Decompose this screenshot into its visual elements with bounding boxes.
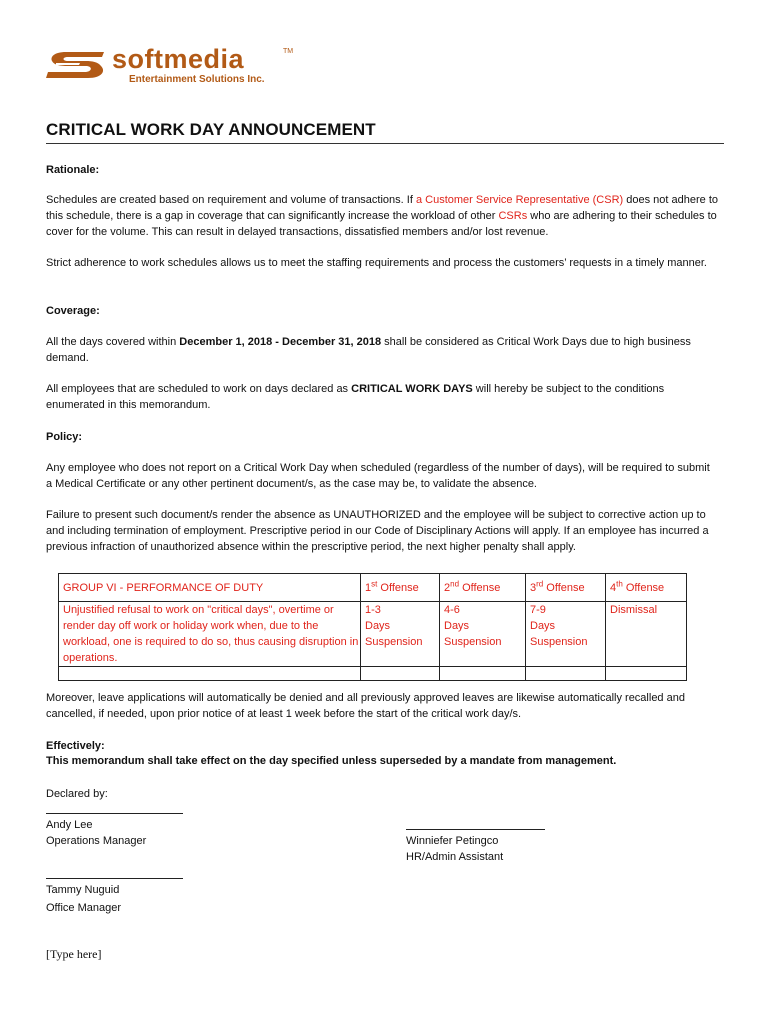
- logo-trademark: TM: [283, 48, 294, 55]
- text-span: All employees that are scheduled to work on days declared as: [46, 383, 352, 395]
- text-span: does not adhere to this schedule, there is a gap in coverage that can significantly increase the workload of other: [46, 194, 718, 222]
- offense-label: Offense: [459, 581, 501, 594]
- offense-header-1: [361, 574, 440, 602]
- document-title: CRITICAL WORK DAY ANNOUNCEMENT: [46, 120, 376, 139]
- highlight-csrs: CSRs: [498, 210, 528, 222]
- text-span: who are adhering to their schedules to cover for the volume. This can result in delayed transactions, dissatisfied members and/or lost revenue.: [46, 210, 717, 238]
- declared-by-label: Declared by:: [46, 788, 108, 800]
- offense-header-3: [526, 574, 606, 602]
- offense-label: Offense: [377, 581, 419, 594]
- penalty-cell-4: [606, 602, 687, 667]
- penalty-range: Dismissal: [610, 604, 658, 616]
- policy-paragraph-1: Any employee who does not report on a Critical Work Day when scheduled (regardless of the number of days), will be required to submit a Medical Certificate or any other pertinent document/s, as the case may be, to validate the absence.: [46, 462, 710, 490]
- signatory-name: Tammy Nuguid: [46, 884, 120, 896]
- offense-number: 3: [530, 581, 537, 594]
- highlight-csr: a Customer Service Representative (CSR): [415, 194, 624, 206]
- empty-cell: [440, 667, 526, 681]
- ordinal-suffix: th: [616, 578, 623, 588]
- penalty-unit: Days: [444, 620, 470, 632]
- offense-header-2: [440, 574, 526, 602]
- offense-number: 2: [444, 581, 451, 594]
- penalty-table: [58, 573, 687, 681]
- logo-wordmark: softmedia: [112, 44, 245, 74]
- policy-paragraph-2: Failure to present such document/s render the absence as UNAUTHORIZED and the employee will be subject to corrective action up to and including termination of employment. Prescriptive period in our Code of Disciplinary Actions will apply. If an employee has incurred a previous infraction of unauthorized absence within the prescriptive period, the next higher penalty shall apply.: [46, 509, 709, 553]
- coverage-heading: Coverage:: [46, 305, 100, 317]
- signatory-role: HR/Admin Assistant: [406, 851, 504, 863]
- logo-subtitle: Entertainment Solutions Inc.: [129, 74, 265, 85]
- empty-cell: [361, 667, 440, 681]
- signature-line: [46, 878, 183, 879]
- policy-heading: Policy:: [46, 431, 83, 443]
- penalty-type: Suspension: [444, 636, 502, 648]
- offense-number: 1: [365, 581, 372, 594]
- text-span: Schedules are created based on requirement and volume of transactions. If: [46, 194, 416, 206]
- effectively-text: This memorandum shall take effect on the day specified unless superseded by a mandate from management.: [46, 755, 617, 767]
- penalty-range: 7-9: [530, 604, 546, 616]
- penalty-cell-3: [526, 602, 606, 667]
- ordinal-suffix: nd: [450, 578, 460, 588]
- signature-line: [406, 829, 545, 830]
- penalty-cell-1: [361, 602, 440, 667]
- penalty-unit: Days: [365, 620, 391, 632]
- penalty-table-header: [59, 574, 687, 602]
- offense-label: Offense: [622, 581, 665, 594]
- penalty-range: 4-6: [444, 604, 460, 616]
- rationale-heading: Rationale:: [46, 164, 100, 176]
- penalty-type: Suspension: [365, 636, 423, 648]
- coverage-paragraph-1: [46, 334, 718, 366]
- ordinal-suffix: rd: [536, 578, 544, 588]
- signature-line: [46, 813, 183, 814]
- critical-work-days-label: CRITICAL WORK DAYS: [351, 383, 473, 395]
- penalty-table-empty-row: [59, 667, 687, 681]
- empty-cell: [526, 667, 606, 681]
- penalty-range: 1-3: [365, 604, 381, 616]
- empty-cell: [59, 667, 361, 681]
- leave-paragraph: Moreover, leave applications will automatically be denied and all previously approved leaves are likewise automatically recalled and cancelled, if needed, upon prior notice of at least 1 week before the start of the critical work day/s.: [46, 692, 685, 720]
- offense-header-4: [606, 574, 687, 602]
- coverage-paragraph-2: [46, 381, 718, 413]
- penalty-cell-2: [440, 602, 526, 667]
- group-label: GROUP VI - PERFORMANCE OF DUTY: [59, 574, 361, 602]
- date-range: December 1, 2018 - December 31, 2018: [179, 336, 382, 348]
- text-span: All the days covered within: [46, 336, 180, 348]
- penalty-type: Suspension: [530, 636, 588, 648]
- penalty-unit: Days: [530, 620, 556, 632]
- signatory-name: Andy Lee: [46, 819, 93, 831]
- text-span: will hereby be subject to the conditions enumerated in this memorandum.: [46, 383, 665, 411]
- rationale-paragraph-2: Strict adherence to work schedules allows us to meet the staffing requirements and process the customers’ requests in a timely manner.: [46, 257, 707, 269]
- penalty-table-row: [59, 602, 687, 667]
- empty-cell: [606, 667, 687, 681]
- title-divider: [46, 143, 724, 144]
- signatory-role: Office Manager: [46, 902, 122, 914]
- text-span: shall be considered as Critical Work Days due to high business demand.: [46, 336, 691, 364]
- effectively-heading: Effectively:: [46, 740, 105, 752]
- signatory-role: Operations Manager: [46, 835, 147, 847]
- signatory-name: Winniefer Petingco: [406, 835, 499, 847]
- footer-placeholder: [Type here]: [46, 947, 102, 961]
- offense-description: Unjustified refusal to work on "critical days", overtime or render day off work or holiday work when, due to the workload, one is required to do so, thus causing disruption in operations.: [59, 602, 361, 667]
- offense-number: 4: [610, 581, 617, 594]
- ordinal-suffix: st: [371, 578, 378, 588]
- rationale-paragraph-1: [46, 192, 718, 240]
- offense-label: Offense: [543, 581, 585, 594]
- softmedia-logo-icon: [46, 48, 106, 82]
